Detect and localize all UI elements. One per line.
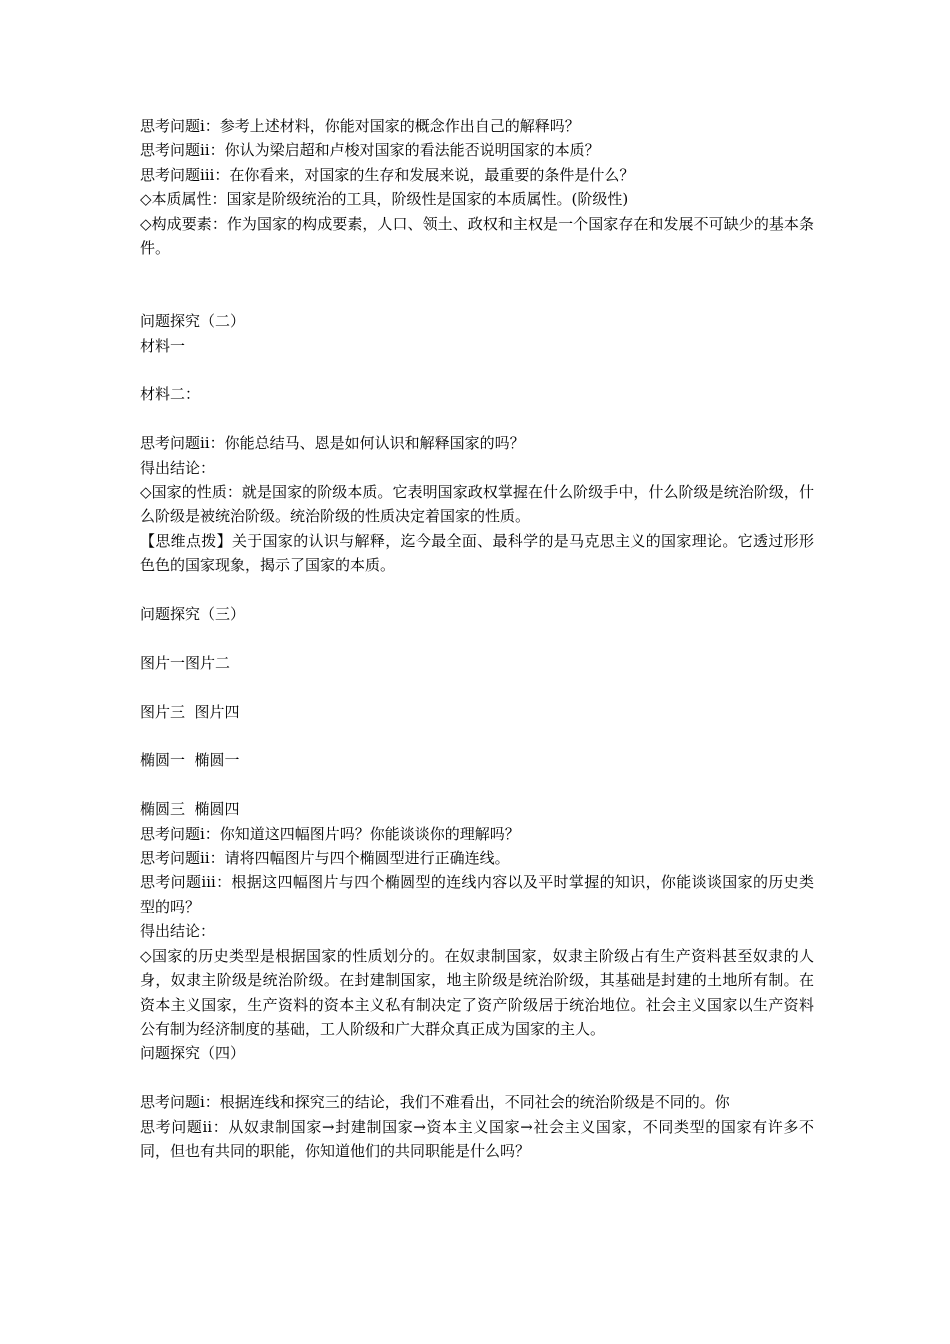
conclusion-label-section3: 得出结论： bbox=[140, 922, 216, 941]
spacer bbox=[140, 1066, 814, 1090]
essential-attribute: ◇本质属性：国家是阶级统治的工具，阶级性是国家的本质属性。(阶级性) bbox=[140, 190, 629, 209]
pictures-row-1: 图片一图片二 bbox=[140, 653, 231, 672]
document-body bbox=[140, 114, 814, 1163]
question-1: 思考问题ⅰ：参考上述材料，你能对国家的概念作出自己的解释吗？ bbox=[140, 117, 580, 135]
spacer bbox=[140, 626, 814, 650]
material-2-label: 材料二： bbox=[140, 385, 201, 404]
ellipses-row-2: 椭圆三 椭圆四 bbox=[140, 800, 240, 819]
constituent-elements: ◇构成要素：作为国家的构成要素，人口、领土、政权和主权是一个国家存在和发展不可缺少的基本条件。 bbox=[140, 214, 814, 258]
spacer bbox=[140, 773, 814, 797]
conclusion-label: 得出结论： bbox=[140, 458, 216, 477]
ellipses-row-1: 椭圆一 椭圆一 bbox=[140, 751, 240, 770]
spacer bbox=[140, 358, 814, 382]
question-2-section2: 思考问题ⅱ：你能总结马、恩是如何认识和解释国家的吗？ bbox=[140, 434, 525, 453]
spacer bbox=[140, 407, 814, 431]
spacer bbox=[140, 260, 814, 309]
question-2: 思考问题ⅱ：你认为梁启超和卢梭对国家的看法能否说明国家的本质？ bbox=[140, 141, 600, 160]
question-1-section3: 思考问题ⅰ：你知道这四幅图片吗？你能谈谈你的理解吗？ bbox=[140, 824, 520, 843]
section-heading-3: 问题探究（三） bbox=[140, 605, 246, 624]
thinking-tip-paragraph: 【思维点拨】关于国家的认识与解释，迄今最全面、最科学的是马克思主义的国家理论。它透过形形色色的国家现象，揭示了国家的本质。 bbox=[140, 531, 814, 575]
spacer bbox=[140, 724, 814, 748]
question-3-section3: 思考问题ⅲ：根据这四幅图片与四个椭圆型的连线内容以及平时掌握的知识，你能谈谈国家的历史类型的吗？ bbox=[140, 873, 814, 916]
historical-types-paragraph: ◇国家的历史类型是根据国家的性质划分的。在奴隶制国家，奴隶主阶级占有生产资料甚至奴隶的人身，奴隶主阶级是统治阶级。在封建制国家，地主阶级是统治阶级，其基础是封建的土地所有制。在资本主义国家，生产资料的资本主义私有制决定了资产阶级居于统治地位。社会主义国家以生产资料公有制为经济制度的基础，工人阶级和广大群众真正成为国家的主人。 bbox=[140, 946, 814, 1038]
question-1-section4: 思考问题ⅰ：根据连线和探究三的结论，我们不难看出，不同社会的统治阶级是不同的。你 bbox=[140, 1093, 730, 1112]
state-nature-paragraph: ◇国家的性质：就是国家的阶级本质。它表明国家政权掌握在什么阶级手中，什么阶级是统治阶级，什么阶级是被统治阶级。统治阶级的性质决定着国家的性质。 bbox=[140, 483, 814, 526]
spacer bbox=[140, 578, 814, 602]
question-2-section3: 思考问题ⅱ：请将四幅图片与四个椭圆型进行正确连线。 bbox=[140, 849, 510, 868]
material-1-label: 材料一 bbox=[140, 336, 186, 355]
section-heading-2: 问题探究（二） bbox=[140, 312, 246, 331]
section-heading-4: 问题探究（四） bbox=[140, 1044, 246, 1063]
question-3: 思考问题ⅲ：在你看来，对国家的生存和发展来说，最重要的条件是什么？ bbox=[140, 165, 635, 184]
question-2-section4: 思考问题ⅱ：从奴隶制国家→封建制国家→资本主义国家→社会主义国家，不同类型的国家有许多不同，但也有共同的职能，你知道他们的共同职能是什么吗？ bbox=[140, 1117, 814, 1160]
spacer bbox=[140, 675, 814, 699]
pictures-row-2: 图片三 图片四 bbox=[140, 702, 240, 721]
